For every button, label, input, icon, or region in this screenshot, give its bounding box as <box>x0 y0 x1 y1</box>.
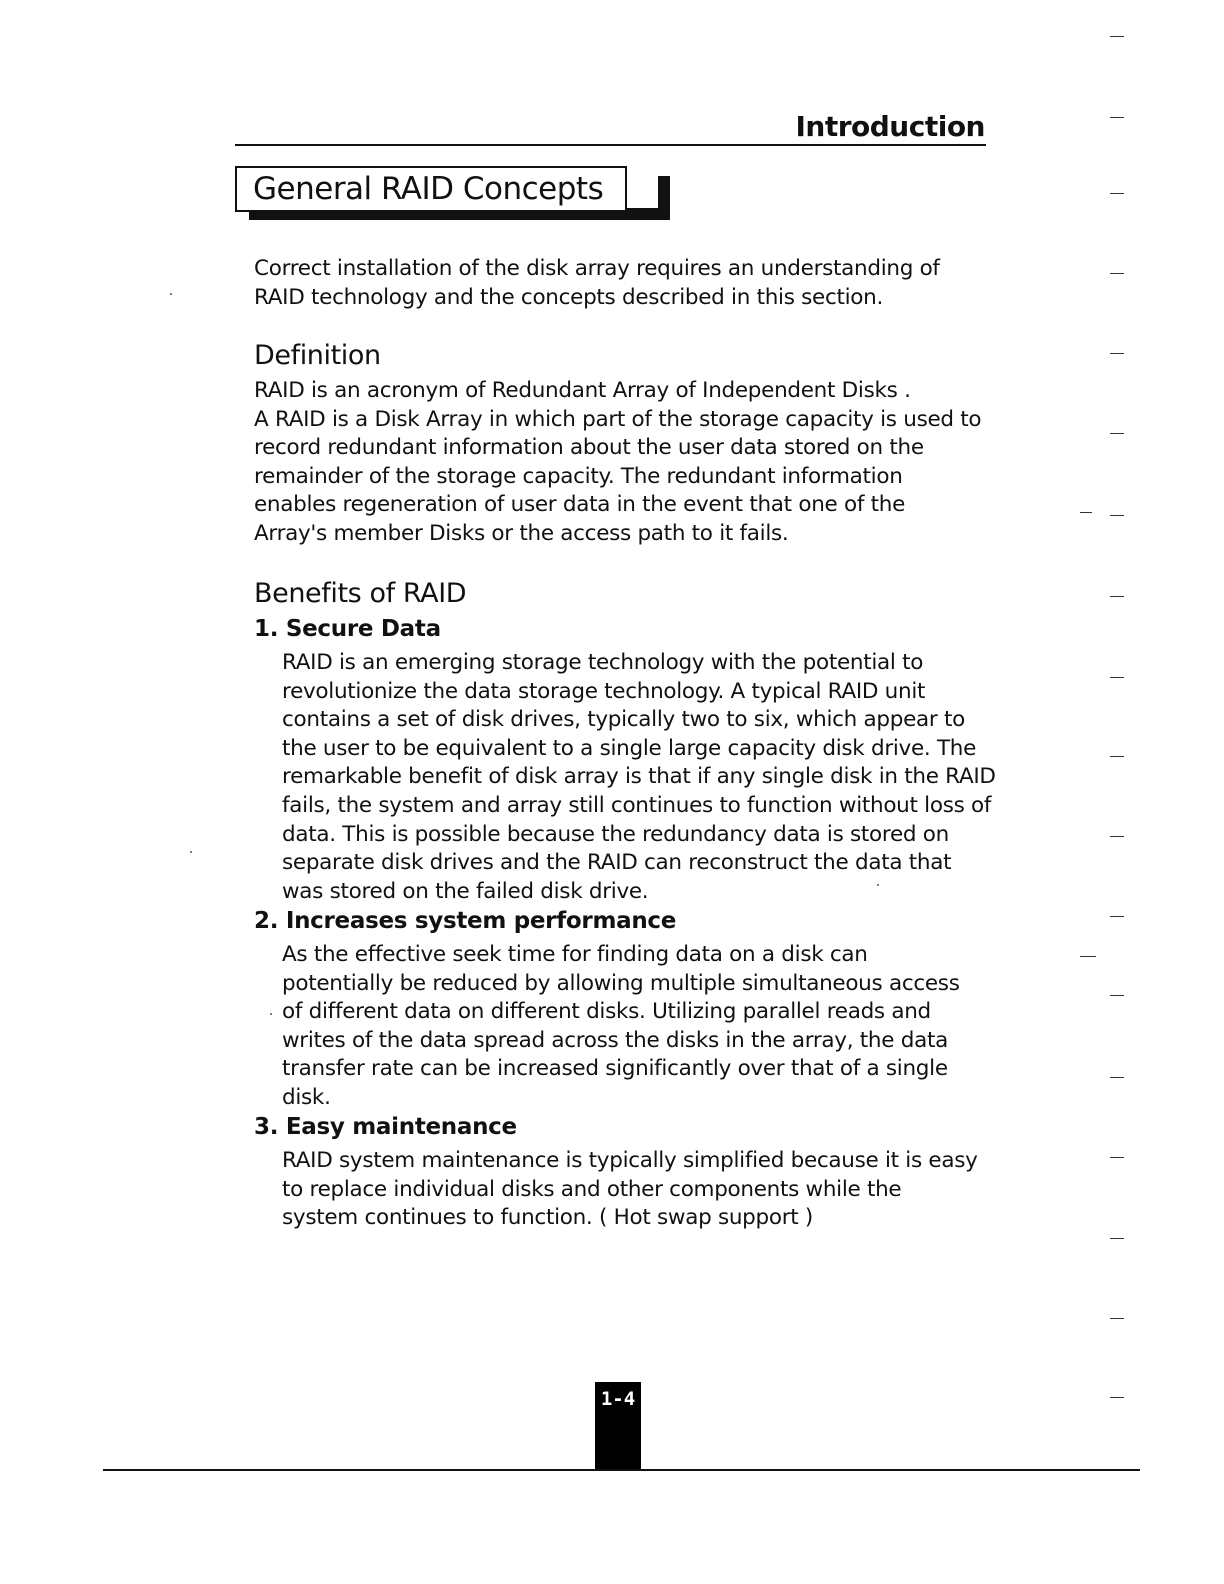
margin-tick <box>1110 677 1124 678</box>
margin-tick <box>1110 756 1124 757</box>
margin-tick <box>1110 36 1124 37</box>
benefit-line: writes of the data spread across the disks in the array, the data <box>282 1027 948 1053</box>
margin-tick <box>1110 193 1124 194</box>
benefit-line: revolutionize the data storage technology. A typical RAID unit <box>282 678 926 704</box>
benefits-heading: Benefits of RAID <box>254 578 467 609</box>
margin-tick <box>1110 1157 1124 1158</box>
benefit-line: disk. <box>282 1084 331 1110</box>
benefit-line: was stored on the failed disk drive. <box>282 878 649 904</box>
margin-tick <box>1110 1397 1124 1398</box>
section-title: General RAID Concepts <box>235 166 627 212</box>
benefit-line: transfer rate can be increased significantly over that of a single <box>282 1056 948 1082</box>
margin-tick <box>1110 1077 1124 1078</box>
benefit-line: data. This is possible because the redundancy data is stored on <box>282 821 949 847</box>
footer-rule <box>103 1469 1140 1471</box>
benefit-line: As the effective seek time for finding data on a disk can <box>282 942 868 967</box>
margin-tick <box>1110 353 1124 354</box>
margin-tick <box>1110 836 1124 837</box>
definition-line: remainder of the storage capacity. The redundant information <box>254 463 903 489</box>
benefit-line: potentially be reduced by allowing multiple simultaneous access <box>282 970 960 996</box>
margin-tick <box>1110 433 1124 434</box>
scan-speck <box>190 851 192 853</box>
margin-tick <box>1110 916 1124 917</box>
margin-tick <box>1080 512 1092 513</box>
benefit-paragraph-maintenance <box>282 1147 978 1233</box>
benefit-line: contains a set of disk drives, typically two to six, which appear to <box>282 707 965 733</box>
margin-tick <box>1110 273 1124 274</box>
margin-tick <box>1110 995 1124 996</box>
page-number: 1-4 <box>595 1382 641 1470</box>
scan-speck <box>877 884 879 886</box>
benefit-title-performance: 2. Increases system performance <box>254 908 677 934</box>
definition-line: record redundant information about the user data stored on the <box>254 435 924 461</box>
benefit-line: fails, the system and array still continues to function without loss of <box>282 792 992 818</box>
benefit-line: remarkable benefit of disk array is that if any single disk in the RAID <box>282 764 996 790</box>
benefit-line: separate disk drives and the RAID can reconstruct the data that <box>282 850 952 876</box>
intro-line: Correct installation of the disk array requires an understanding of <box>254 256 940 281</box>
benefit-line: to replace individual disks and other components while the <box>282 1176 902 1202</box>
header-title: Introduction <box>795 110 985 143</box>
margin-tick <box>1110 117 1124 118</box>
definition-line: Array's member Disks or the access path to it fails. <box>254 520 789 546</box>
margin-tick <box>1110 596 1124 597</box>
benefit-line: of different data on different disks. Utilizing parallel reads and <box>282 999 931 1025</box>
margin-tick <box>1110 1318 1124 1319</box>
intro-paragraph <box>254 255 940 312</box>
benefit-line: system continues to function. ( Hot swap support ) <box>282 1205 814 1231</box>
benefit-line: RAID system maintenance is typically simplified because it is easy <box>282 1148 978 1173</box>
definition-line: A RAID is a Disk Array in which part of the storage capacity is used to <box>254 406 982 432</box>
scan-speck <box>270 1013 272 1015</box>
definition-heading: Definition <box>254 340 381 371</box>
definition-paragraph <box>254 377 981 549</box>
header-rule <box>235 144 986 146</box>
intro-line: RAID technology and the concepts described in this section. <box>254 284 884 310</box>
definition-line: RAID is an acronym of Redundant Array of Independent Disks . <box>254 378 911 403</box>
benefit-line: the user to be equivalent to a single large capacity disk drive. The <box>282 735 977 761</box>
benefit-line: RAID is an emerging storage technology with the potential to <box>282 650 924 675</box>
margin-tick <box>1110 515 1124 516</box>
benefit-title-maintenance: 3. Easy maintenance <box>254 1114 517 1140</box>
margin-tick <box>1110 1238 1124 1239</box>
margin-tick <box>1080 956 1096 957</box>
definition-line: enables regeneration of user data in the event that one of the <box>254 492 906 518</box>
scan-speck <box>170 293 172 295</box>
benefit-paragraph-performance <box>282 941 960 1113</box>
benefit-title-secure-data: 1. Secure Data <box>254 616 441 642</box>
benefit-paragraph-secure-data <box>282 649 996 906</box>
